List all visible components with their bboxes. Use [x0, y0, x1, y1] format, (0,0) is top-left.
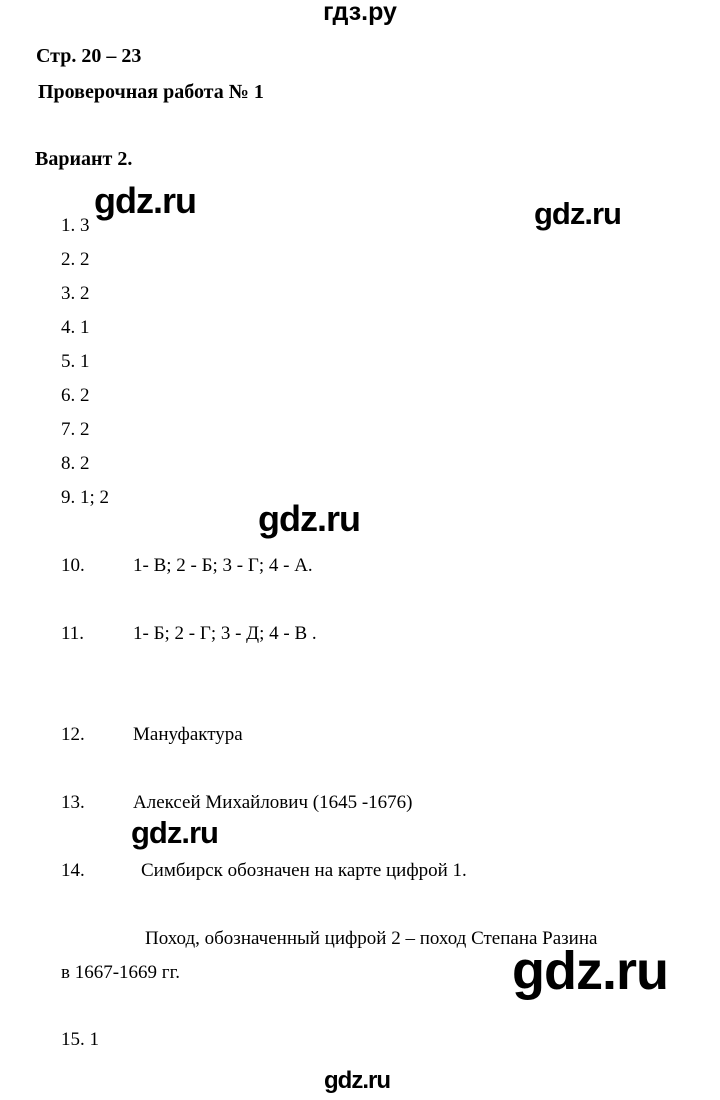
watermark: gdz.ru	[131, 815, 218, 850]
answer-number: 9.	[61, 487, 76, 508]
answer-14-number: 14.	[61, 860, 85, 881]
answer-text: 1	[89, 1029, 99, 1050]
answer-2	[61, 249, 90, 271]
answer-11-text: 1- Б; 2 - Г; 3 - Д; 4 - В .	[133, 623, 317, 644]
answer-12-text: Мануфактура	[133, 724, 243, 745]
answer-10-number: 10.	[61, 555, 85, 576]
answer-15	[61, 1029, 99, 1051]
answer-number: 15.	[61, 1029, 85, 1050]
answer-1	[61, 215, 90, 237]
paragraph-line-1: Поход, обозначенный цифрой 2 – поход Степана Разина	[145, 928, 598, 949]
watermark: gdz.ru	[258, 498, 360, 539]
answer-text: 2	[80, 385, 90, 406]
answer-text: 2	[80, 453, 90, 474]
answer-5	[61, 351, 90, 373]
answer-number: 3.	[61, 283, 76, 304]
answer-4	[61, 317, 90, 339]
answer-number: 7.	[61, 419, 76, 440]
site-header: гдз.ру	[323, 0, 397, 26]
answer-text: 2	[80, 249, 90, 270]
answer-11-number: 11.	[61, 623, 85, 644]
watermark: gdz.ru	[324, 1067, 390, 1094]
answer-8	[61, 453, 90, 475]
variant-label: Вариант 2.	[35, 148, 133, 170]
answer-number: 5.	[61, 351, 76, 372]
answer-7	[61, 419, 90, 441]
answer-number: 6.	[61, 385, 76, 406]
answer-text: 2	[80, 419, 90, 440]
watermark: gdz.ru	[94, 180, 196, 221]
answer-number: 8.	[61, 453, 76, 474]
answer-text: 2	[80, 283, 90, 304]
answer-text: 3	[80, 215, 90, 236]
answer-6	[61, 385, 90, 407]
answer-text: 1	[80, 351, 90, 372]
watermark: gdz.ru	[512, 941, 668, 1001]
answer-number: 2.	[61, 249, 76, 270]
answer-12-number: 12.	[61, 724, 85, 745]
answer-number: 1.	[61, 215, 76, 236]
answer-9	[61, 487, 109, 509]
answer-number: 4.	[61, 317, 76, 338]
watermark: gdz.ru	[534, 196, 621, 231]
answer-13-text: Алексей Михайлович (1645 -1676)	[133, 792, 413, 813]
page-reference: Стр. 20 – 23	[36, 45, 142, 67]
answer-text: 1	[80, 317, 90, 338]
work-title: Проверочная работа № 1	[38, 81, 264, 103]
answer-14-text: Симбирск обозначен на карте цифрой 1.	[141, 860, 467, 881]
answer-text: 1; 2	[80, 487, 110, 508]
paragraph-line-2: в 1667-1669 гг.	[61, 962, 180, 983]
answer-3	[61, 283, 90, 305]
answer-13-number: 13.	[61, 792, 85, 813]
answer-10-text: 1- В; 2 - Б; 3 - Г; 4 - А.	[133, 555, 313, 576]
